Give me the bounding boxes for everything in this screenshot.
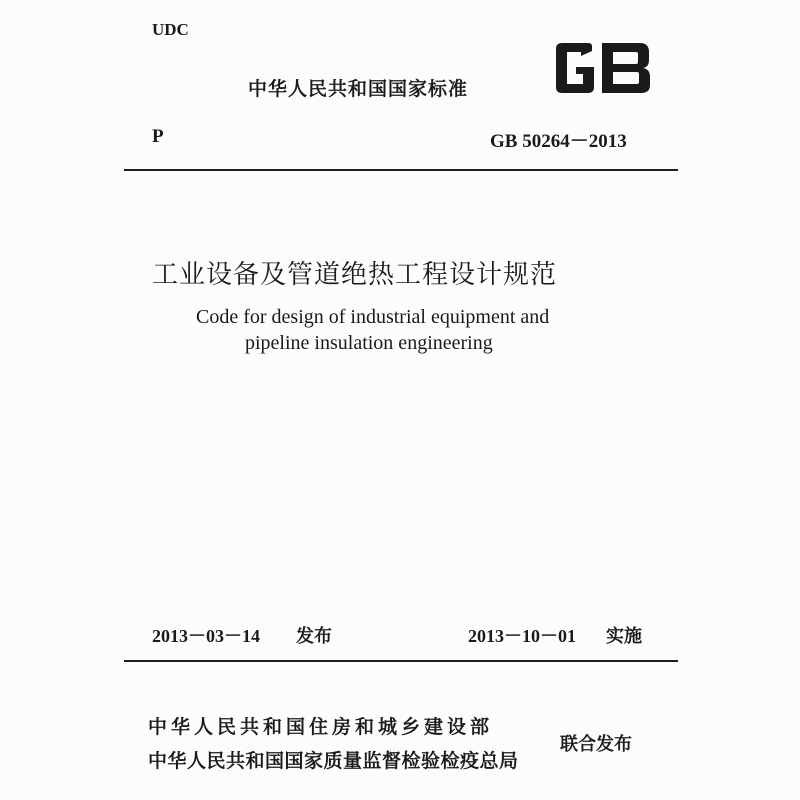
title-chinese: 工业设备及管道绝热工程设计规范 xyxy=(152,260,558,290)
udc-label: UDC xyxy=(152,20,189,39)
standard-type: 中华人民共和国国家标准 xyxy=(248,78,469,100)
standard-number: GB 50264－2013 xyxy=(490,131,627,152)
joint-publish-label: 联合发布 xyxy=(560,734,632,755)
classification-code: P xyxy=(152,126,164,147)
publisher-line2: 中华人民共和国国家质量监督检验检疫总局 xyxy=(148,750,519,772)
title-english-line1: Code for design of industrial equipment and xyxy=(196,306,550,328)
bottom-divider xyxy=(124,660,678,662)
issue-label: 发布 xyxy=(296,626,332,647)
top-divider xyxy=(124,169,678,171)
gb-logo xyxy=(552,40,654,96)
publisher-line1: 中华人民共和国住房和城乡建设部 xyxy=(148,716,494,738)
title-english-line2: pipeline insulation engineering xyxy=(245,332,493,354)
implement-date: 2013－10－01 xyxy=(468,626,576,646)
issue-date: 2013－03－14 xyxy=(152,626,260,646)
implement-label: 实施 xyxy=(606,626,642,647)
